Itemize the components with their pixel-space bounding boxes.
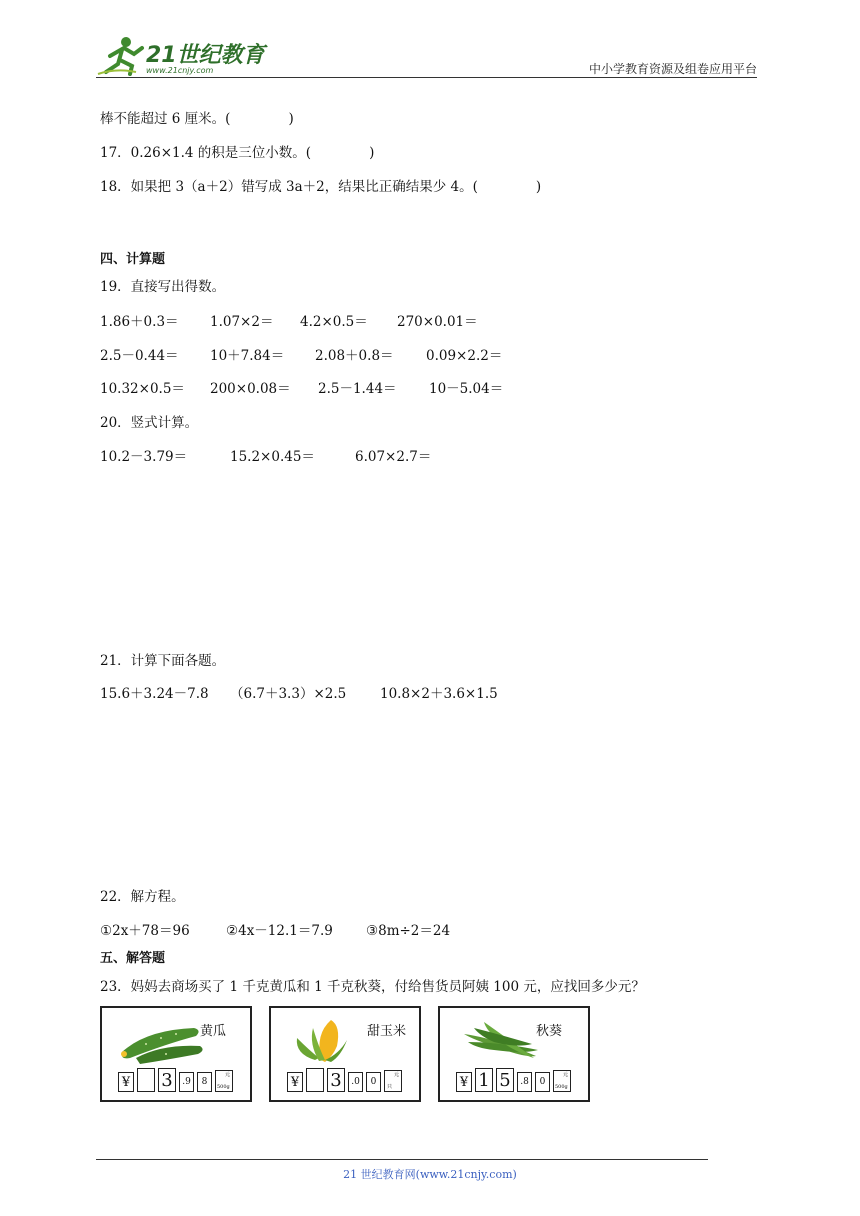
digit: .8 [517, 1072, 532, 1092]
cucumber-icon [116, 1014, 206, 1064]
close-paren: ) [288, 111, 294, 127]
q22-item: ③8m÷2＝24 [366, 923, 451, 939]
header-divider [96, 77, 757, 78]
q21-item: 15.6＋3.24－7.8 [100, 686, 209, 702]
close-paren: ) [535, 179, 542, 195]
price-card-corn [269, 1006, 421, 1102]
unit-bottom: 只 [387, 1084, 393, 1090]
q21-item: （6.7＋3.3）×2.5 [230, 686, 347, 702]
digit: 3 [158, 1068, 176, 1092]
close-paren: ) [369, 145, 375, 161]
header-title: 中小学教育资源及组卷应用平台 [588, 62, 757, 76]
digit: 8 [197, 1072, 212, 1092]
q20-item: 6.07×2.7＝ [355, 449, 432, 465]
unit-bottom: 500g [555, 1084, 568, 1090]
q22-item: ②4x－12.1＝7.9 [226, 923, 333, 939]
question-16-text: 棒不能超过 6 厘米。( [100, 111, 231, 127]
price-card-okra [438, 1006, 590, 1102]
price-card-cucumber [100, 1006, 252, 1102]
logo [96, 32, 266, 78]
q19-item: 1.86＋0.3＝ [100, 314, 179, 330]
logo-text: 21世纪教育 [146, 43, 265, 68]
q19-item: 2.5－1.44＝ [318, 381, 397, 397]
digit: 0 [535, 1072, 550, 1092]
q20-item: 15.2×0.45＝ [230, 449, 315, 465]
yen-symbol: ¥ [118, 1072, 134, 1092]
digit: 5 [496, 1068, 514, 1092]
question-18-text: 18．如果把 3（a＋2）错写成 3a＋2，结果比正确结果少 4。( [100, 179, 478, 195]
unit-box [384, 1070, 402, 1092]
section-5-heading: 五、解答题 [100, 951, 166, 966]
digit [137, 1068, 155, 1092]
price-display [287, 1068, 402, 1092]
yen-symbol: ¥ [456, 1072, 472, 1092]
logo-url: www.21cnjy.com [146, 66, 214, 75]
card-label: 黄瓜 [200, 1024, 227, 1039]
question-22: 22．解方程。 [100, 889, 185, 905]
q20-item: 10.2－3.79＝ [100, 449, 188, 465]
unit-top: 元 [393, 1072, 399, 1078]
q19-item: 0.09×2.2＝ [426, 348, 503, 364]
question-19: 19．直接写出得数。 [100, 279, 226, 295]
section-4-heading: 四、计算题 [100, 252, 166, 267]
q21-item: 10.8×2＋3.6×1.5 [380, 686, 498, 702]
digit: .0 [348, 1072, 363, 1092]
q19-item: 4.2×0.5＝ [300, 314, 368, 330]
q19-item: 270×0.01＝ [397, 314, 478, 330]
digit [306, 1068, 324, 1092]
q19-item: 1.07×2＝ [210, 314, 274, 330]
question-18 [100, 175, 541, 195]
unit-box [215, 1070, 233, 1092]
digit: 3 [327, 1068, 345, 1092]
question-17 [100, 141, 374, 161]
unit-bottom: 500g [217, 1084, 230, 1090]
question-20: 20．竖式计算。 [100, 415, 199, 431]
q19-item: 2.5－0.44＝ [100, 348, 179, 364]
card-label: 甜玉米 [367, 1024, 407, 1039]
q19-item: 200×0.08＝ [210, 381, 291, 397]
question-23: 23．妈妈去商场买了 1 千克黄瓜和 1 千克秋葵，付给售货员阿姨 100 元，应找回多少元？ [100, 979, 645, 995]
question-16-tail [100, 107, 294, 127]
digit: 0 [366, 1072, 381, 1092]
digit: .9 [179, 1072, 194, 1092]
q19-item: 10－5.04＝ [429, 381, 504, 397]
unit-box [553, 1070, 571, 1092]
question-17-text: 17．0.26×1.4 的积是三位小数。( [100, 145, 312, 161]
footer-divider [96, 1159, 708, 1160]
q19-item: 10＋7.84＝ [210, 348, 285, 364]
digit: 1 [475, 1068, 493, 1092]
q19-item: 10.32×0.5＝ [100, 381, 185, 397]
yen-symbol: ¥ [287, 1072, 303, 1092]
unit-top: 元 [224, 1072, 230, 1078]
question-21: 21．计算下面各题。 [100, 653, 226, 669]
price-display [118, 1068, 233, 1092]
corn-icon [285, 1014, 375, 1064]
unit-top: 元 [562, 1072, 568, 1078]
footer-link[interactable]: 21 世纪教育网(www.21cnjy.com) [343, 1168, 517, 1181]
price-display [456, 1068, 571, 1092]
card-label: 秋葵 [536, 1024, 563, 1039]
q19-item: 2.08＋0.8＝ [315, 348, 394, 364]
okra-icon [454, 1014, 544, 1064]
q22-item: ①2x＋78＝96 [100, 923, 190, 939]
